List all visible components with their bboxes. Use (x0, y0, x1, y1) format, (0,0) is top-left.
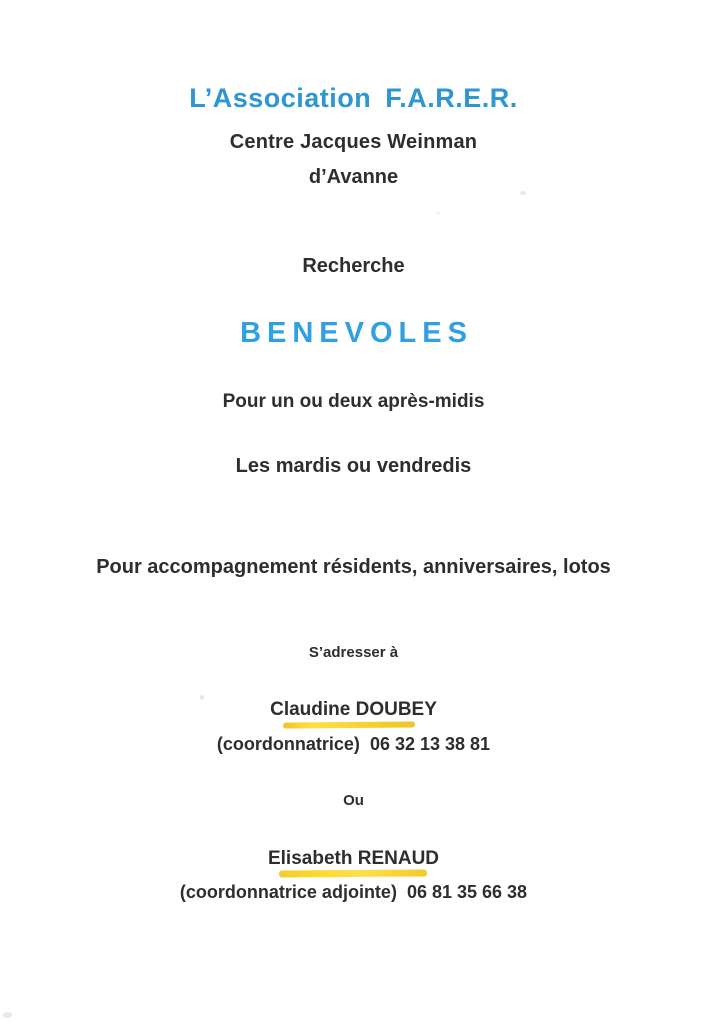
days-line: Les mardis ou vendredis (235, 455, 472, 477)
center-location-line: d’Avanne (308, 166, 399, 188)
contact-primary-details (0, 735, 707, 753)
scan-speck (520, 191, 526, 195)
benevoles-headline: BENEVOLES (240, 317, 473, 349)
availability-line: Pour un ou deux après-midis (222, 391, 485, 412)
contact-primary-name: Claudine DOUBEY (270, 699, 437, 720)
recherche-label: Recherche (302, 255, 405, 277)
contact-secondary-details (0, 883, 707, 901)
contact-secondary-phone: 06 81 35 66 38 (406, 882, 528, 902)
contact-secondary-name: Elisabeth RENAUD (267, 848, 440, 869)
contact-primary-phone: 06 32 13 38 81 (369, 734, 491, 754)
center-name-line: Centre Jacques Weinman (229, 131, 478, 153)
contact-intro-label: S’adresser à (308, 644, 399, 661)
or-label: Ou (343, 792, 364, 809)
scan-speck (3, 1012, 12, 1018)
highlighter-underline-primary (283, 721, 415, 728)
contact-primary-role: (coordonnatrice) (216, 734, 360, 754)
association-title-name: L’Association (189, 83, 372, 113)
mission-line: Pour accompagnement résidents, anniversaires, lotos (96, 556, 611, 578)
contact-secondary-role: (coordonnatrice adjointe) (179, 882, 397, 902)
association-title (0, 85, 707, 112)
scan-speck (200, 695, 204, 700)
association-title-acronym: F.A.R.E.R. (385, 83, 518, 113)
highlighter-underline-secondary (279, 869, 427, 877)
scan-speck (436, 212, 441, 215)
